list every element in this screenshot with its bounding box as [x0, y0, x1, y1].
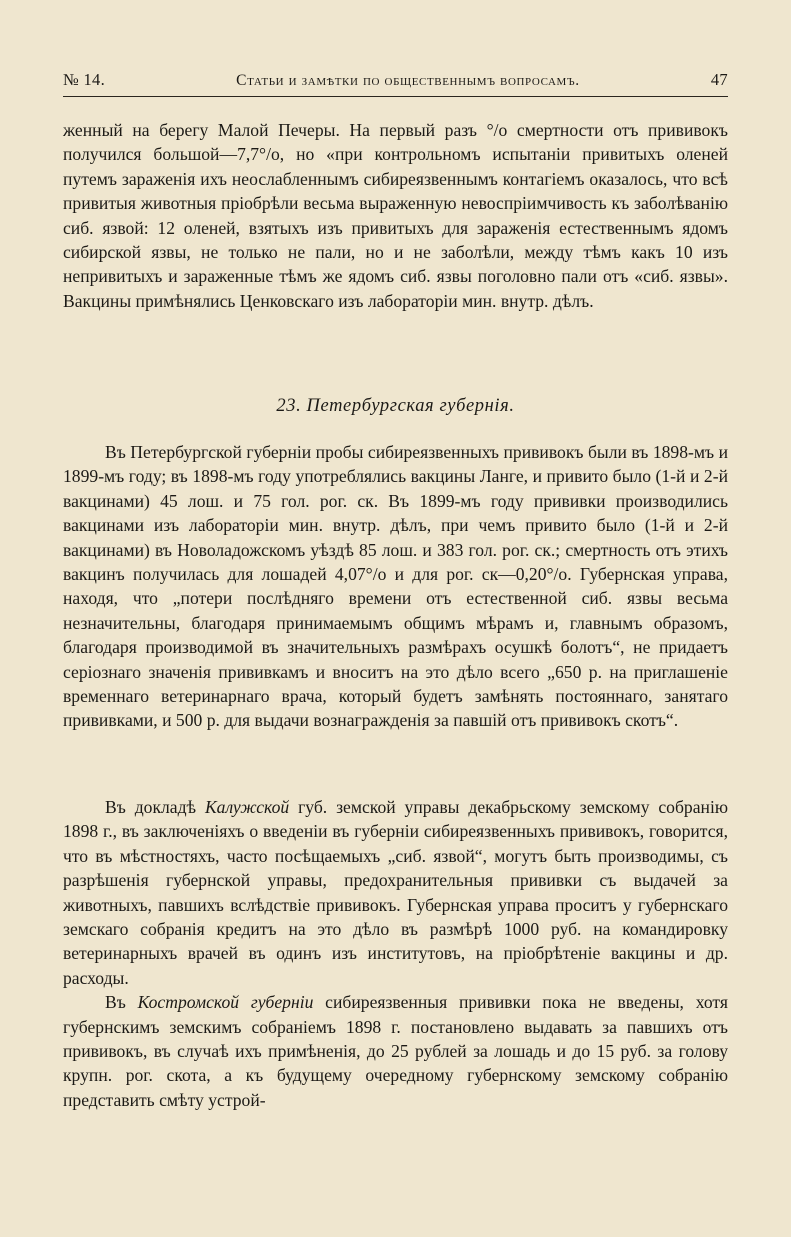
section-heading: 23. Петербургская губернія.	[276, 396, 515, 416]
kostroma-body: сибиреязвенныя прививки пока не введены, хотя губернскимъ земскимъ собраніемъ 1898 г. постановлено выдавать за павшихъ отъ прививокъ, въ случаѣ ихъ примѣненія, до 25 рублей за лошадь и до 15 руб. за голову крупн. рог. скота, а къ будущему очередному губернскому земскому собранію представить смѣту устрой-	[63, 992, 728, 1110]
paragraph-continuation: женный на берегу Малой Печеры. На первый разъ °/о смертности отъ прививокъ получился большой—7,7°/о, но «при контрольномъ испытаніи привитыхъ оленей путемъ зараженія ихъ неослабленнымъ сибиреязвеннымъ контагіемъ оказалось, что всѣ привитыя животныя пріобрѣли весьма выраженную невоспріимчивость къ заболѣванію сиб. язвой: 12 оленей, взятыхъ изъ привитыхъ для зараженія естественнымъ ядомъ сибирской язвы, не только не пали, но и не заболѣли, между тѣмъ какъ 10 изъ непривитыхъ и зараженные тѣмъ же ядомъ сиб. язвы поголовно пали отъ «сиб. язвы». Вакцины примѣнялись Ценковскаго изъ лабораторіи мин. внутр. дѣлъ.	[63, 120, 728, 311]
text-block-bottom	[63, 795, 728, 1112]
header-rule	[63, 96, 728, 97]
kaluga-lead: Въ докладѣ	[105, 797, 205, 817]
paragraph-kostroma	[63, 990, 728, 1112]
paragraph-kaluga	[63, 795, 728, 990]
issue-number: № 14.	[63, 70, 105, 89]
kostroma-lead: Въ	[105, 992, 138, 1013]
kaluga-emphasis: Калужской	[205, 797, 290, 817]
page-number: 47	[710, 70, 728, 89]
paragraph-petersburg: Въ Петербургской губерніи пробы сибиреязвенныхъ прививокъ были въ 1898-мъ и 1899-мъ году; въ 1898-мъ году употреблялись вакцины Ланге, и привито было (1-й и 2-й вакцинами) 45 лош. и 75 гол. рог. ск. Въ 1899-мъ году прививки производились вакцинами изъ лабораторіи мин. внутр. дѣлъ, при чемъ привито было (1-й и 2-й вакцинами) въ Новоладожскомъ уѣздѣ 85 лош. и 383 гол. рог. ск.; смертность отъ этихъ вакцинъ получилась для лошадей 4,07°/о и для рог. ск—0,20°/о. Губернская управа, находя, что „потери послѣдняго времени отъ естественной сиб. язвы весьма незначительны, благодаря принимаемымъ общимъ мѣрамъ и, главнымъ образомъ, благодаря производимой въ значительныхъ размѣрахъ осушкѣ болотъ“, не придаетъ серіознаго значенія прививкамъ и вноситъ на это дѣло всего „650 р. на приглашеніе временнаго ветеринарнаго врача, который будетъ замѣнять постояннаго, занятаго прививками, и 500 р. для выдачи вознагражденія за павшій отъ прививокъ скотъ“.	[63, 442, 728, 731]
kostroma-emphasis: Костромской губерніи	[137, 992, 314, 1013]
text-block-petersburg	[63, 440, 728, 733]
text-block-top	[63, 118, 728, 313]
running-title: Статьи и замѣтки по общественнымъ вопросамъ.	[236, 72, 580, 89]
kaluga-body: губ. земской управы декабрьскому земскому собранію 1898 г., въ заключеніяхъ о введеніи въ губерніи сибиреязвенныхъ прививокъ, говорится, что въ мѣстностяхъ, часто посѣщаемыхъ „сиб. язвой“, могутъ быть производимы, съ разрѣшенія губернской управы, предохранительныя прививки съ выдачей за животныхъ, павшихъ вслѣдствіе прививокъ. Губернская управа проситъ у губернскаго земскаго собранія кредитъ на это дѣло въ размѣрѣ 1000 руб. на командировку ветеринарныхъ врачей въ одинъ изъ институтовъ, на пріобрѣтеніе вакцины и др. расходы.	[63, 797, 728, 988]
running-header	[63, 70, 728, 90]
